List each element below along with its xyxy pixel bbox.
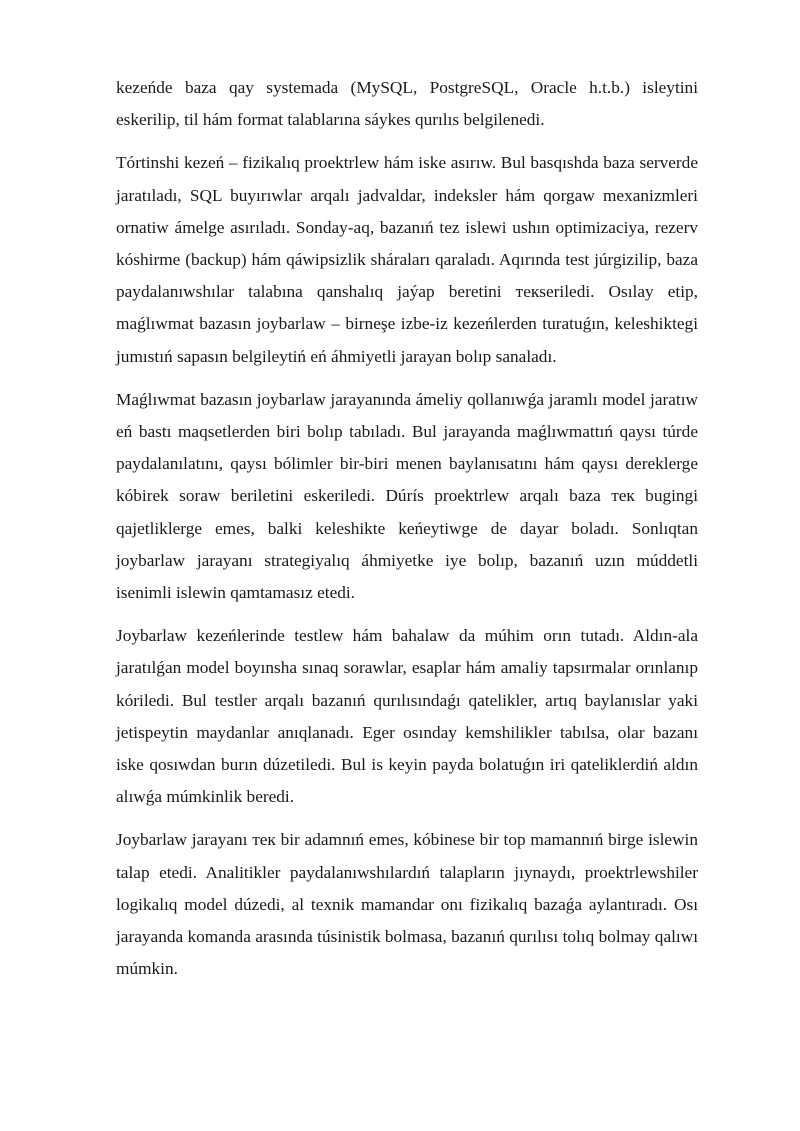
paragraph-4: Joybarlaw kezeńlerinde testlew hám bahalaw da múhim orın tutadı. Aldın-ala jaratılǵan model boyınsha sınaq sorawlar, esaplar hám amaliy tapsırmalar orınlanıp kóriledi. Bul testler arqalı bazanıń qurılısındaǵı qatelikler, artıq baylanıslar yaki jetispeytin maydanlar anıqlanadı. Eger osınday kemshilikler tabılsa, olar bazanı iske qosıwdan burın dúzetiledi. Bul is keyin payda bolatuǵın iri qateliklerdiń aldın alıwǵa múmkinlik beredi. bbox=[116, 626, 698, 807]
paragraph-5: Joybarlaw jarayanı тек bir adamnıń emes, kóbinese bir top mamannıń birge islewin talap etedi. Analitikler paydalanıwshılardıń talapların jıynaydı, proektrlewshiler logikalıq model dúzedi, al texnik mamandar onı fizikalıq bazaǵa aylantıradı. Osı jarayanda komanda arasında túsinistik bolmasa, bazanıń qurılısı tolıq bolmay qalıwı múmkin. bbox=[116, 830, 698, 979]
paragraph-1: kezeńde baza qay systemada (MySQL, PostgreSQL, Oracle h.t.b.) isleytini eskerilip, til hám format talablarına sáykes qurılıs belgilenedi. bbox=[116, 78, 698, 130]
paragraph-2: Tórtinshi kezeń – fizikalıq proektrlew hám iske asırıw. Bul basqıshda baza serverde jaratıladı, SQL buyırıwlar arqalı jadvaldar, indeksler hám qorgaw mexanizmleri ornatiw ámelge asırıladı. Sonday-aq, bazanıń tez islewi ushın optimizaciya, rezerv kóshirme (backup) hám qáwipsizlik sháraları qaraladı. Aqırında test júrgizilip, baza paydalanıwshılar talabına qanshalıq jaýap beretini текseriledi. Osılay etip, maǵlıwmat bazasın joybarlaw – birneşe izbe-iz kezeńlerden turatuǵın, keleshiktegi jumıstıń sapasın belgileytiń eń áhmiyetli jarayan bolıp sanaladı. bbox=[116, 153, 698, 366]
document-page bbox=[116, 72, 698, 996]
paragraph-3: Maǵlıwmat bazasın joybarlaw jarayanında ámeliy qollanıwǵa jaramlı model jaratıw eń bastı maqsetlerden biri bolıp tabıladı. Bul jarayanda maǵlıwmattıń qaysı túrde paydalanılatını, qaysı bólimler bir-biri menen baylanısatını hám qaysı dereklerge kóbirek soraw beriletini eskeriledi. Dúrís proektrlew arqalı baza тек bugingi qajetliklerge emes, balki keleshikte keńeytiwge de dayar boladı. Sonlıqtan joybarlaw jarayanı strategiyalıq áhmiyetke iye bolıp, bazanıń uzın múddetli isenimli islewin qamtamasız etedi. bbox=[116, 389, 698, 603]
